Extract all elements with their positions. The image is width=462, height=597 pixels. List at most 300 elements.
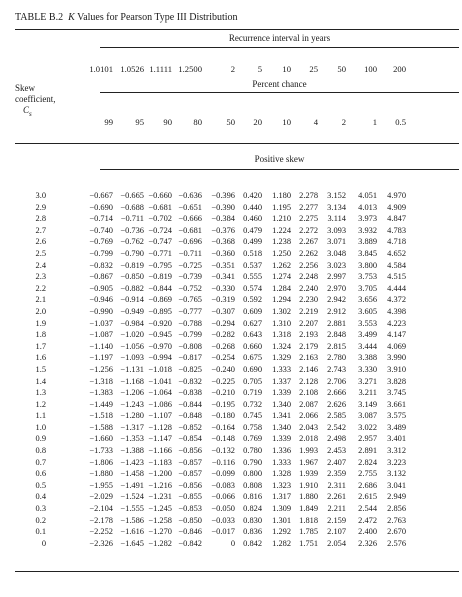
k-value: −0.666 — [178, 214, 202, 224]
k-value: −1.245 — [148, 504, 172, 514]
k-value: 2.207 — [299, 318, 318, 328]
k-value: −0.842 — [178, 538, 202, 548]
skew-value: 0.5 — [35, 480, 46, 490]
table-row — [0, 225, 462, 237]
k-value: 0.660 — [243, 341, 262, 351]
k-value: 0.627 — [243, 318, 262, 328]
k-value: −0.970 — [148, 341, 172, 351]
k-value: 1.210 — [272, 214, 291, 224]
k-value: 3.575 — [387, 411, 406, 421]
percent-chance: 95 — [135, 117, 144, 127]
recurrence-interval: 1.0101 — [89, 64, 113, 74]
k-value: 4.652 — [387, 248, 406, 258]
k-value: −0.920 — [148, 318, 172, 328]
k-value: −0.854 — [178, 434, 202, 444]
k-value: −0.702 — [148, 214, 172, 224]
k-value: −1.056 — [120, 341, 144, 351]
k-value: 0.745 — [243, 411, 262, 421]
k-value: 2.240 — [299, 283, 318, 293]
k-value: 2.262 — [299, 248, 318, 258]
k-value: −0.017 — [211, 527, 235, 537]
k-value: −0.777 — [178, 306, 202, 316]
k-value: 2.666 — [327, 388, 346, 398]
k-value: 2.856 — [387, 504, 406, 514]
k-value: −1.955 — [89, 480, 113, 490]
table-row — [0, 341, 462, 353]
k-value: 3.071 — [327, 237, 346, 247]
k-value: 1.282 — [272, 538, 291, 548]
k-value: 1.329 — [272, 353, 291, 363]
percent-chance: 10 — [282, 117, 291, 127]
k-value: 4.069 — [387, 341, 406, 351]
k-value: −0.368 — [211, 237, 235, 247]
table-row — [0, 387, 462, 399]
k-value: −1.243 — [120, 399, 144, 409]
skew-value: 2.4 — [35, 260, 46, 270]
k-value: 2.472 — [358, 515, 377, 525]
k-value: 0.842 — [243, 538, 262, 548]
table-row — [0, 318, 462, 330]
k-value: 3.499 — [358, 330, 377, 340]
k-value: −0.799 — [89, 248, 113, 258]
k-value: −0.846 — [178, 527, 202, 537]
k-value: −0.225 — [211, 376, 235, 386]
recurrence-header: Recurrence interval in years — [228, 33, 331, 43]
k-value: −1.147 — [148, 434, 172, 444]
k-value: −0.844 — [178, 399, 202, 409]
k-value: −0.148 — [211, 434, 235, 444]
k-value: 1.340 — [272, 399, 291, 409]
k-value: −0.819 — [120, 260, 144, 270]
k-value: 2.261 — [327, 492, 346, 502]
k-value: 3.910 — [387, 364, 406, 374]
k-value: 2.755 — [358, 469, 377, 479]
k-value: 2.107 — [327, 527, 346, 537]
k-value: −0.351 — [211, 260, 235, 270]
percent-chance: 20 — [253, 117, 262, 127]
k-value: 1.910 — [299, 480, 318, 490]
k-value: 2.942 — [327, 295, 346, 305]
k-value: −0.050 — [211, 504, 235, 514]
k-value: 2.043 — [299, 422, 318, 432]
k-value: −0.384 — [211, 214, 235, 224]
k-value: 2.848 — [327, 330, 346, 340]
k-value: 2.626 — [327, 399, 346, 409]
k-value: −1.645 — [120, 538, 144, 548]
k-value: 4.847 — [387, 214, 406, 224]
k-value: 1.324 — [272, 341, 291, 351]
k-value: −1.168 — [120, 376, 144, 386]
k-value: −1.041 — [148, 376, 172, 386]
k-value: 2.219 — [299, 306, 318, 316]
k-value: 1.849 — [299, 504, 318, 514]
k-value: 0.824 — [243, 504, 262, 514]
k-value: 0.592 — [243, 295, 262, 305]
k-value: −0.690 — [89, 202, 113, 212]
k-value: −1.616 — [120, 527, 144, 537]
k-value: 0.719 — [243, 388, 262, 398]
k-value: 4.515 — [387, 272, 406, 282]
skew-value: 0.8 — [35, 446, 46, 456]
table-row — [0, 213, 462, 225]
k-value: 0.574 — [243, 283, 262, 293]
k-value: 2.128 — [299, 376, 318, 386]
k-value: 1.284 — [272, 283, 291, 293]
k-value: −1.107 — [148, 411, 172, 421]
k-value: 0.440 — [243, 202, 262, 212]
k-value: −0.856 — [178, 446, 202, 456]
k-value: −0.855 — [178, 492, 202, 502]
k-value: 2.400 — [358, 527, 377, 537]
table-row — [0, 248, 462, 260]
k-value: 0.758 — [243, 422, 262, 432]
table-row — [0, 190, 462, 202]
k-value: 1.302 — [272, 306, 291, 316]
k-value: 2.881 — [327, 318, 346, 328]
k-value: 3.134 — [327, 202, 346, 212]
k-value: 3.889 — [358, 237, 377, 247]
k-value: −1.200 — [148, 469, 172, 479]
skew-label — [15, 83, 56, 120]
k-value: −0.853 — [178, 504, 202, 514]
percent-underline — [100, 92, 459, 93]
k-value: −0.307 — [211, 306, 235, 316]
table-row — [0, 468, 462, 480]
k-value: −0.817 — [178, 353, 202, 363]
k-value: 0.518 — [243, 248, 262, 258]
k-value: −1.880 — [89, 469, 113, 479]
k-value: −0.681 — [178, 225, 202, 235]
k-value: −0.116 — [211, 457, 235, 467]
k-value: −1.317 — [120, 422, 144, 432]
k-value: 3.388 — [358, 353, 377, 363]
k-value: −0.945 — [148, 330, 172, 340]
k-value: −1.423 — [120, 457, 144, 467]
k-value: 2.018 — [299, 434, 318, 444]
k-value: 0.460 — [243, 214, 262, 224]
k-value: 3.800 — [358, 260, 377, 270]
k-value: −1.093 — [120, 353, 144, 363]
k-value: −0.844 — [148, 283, 172, 293]
table-row — [0, 526, 462, 538]
k-value: −0.240 — [211, 364, 235, 374]
k-value: −0.210 — [211, 388, 235, 398]
skew-label-line3 — [15, 105, 56, 120]
recurrence-interval: 2 — [230, 64, 235, 74]
k-value: 2.163 — [299, 353, 318, 363]
k-value: −2.178 — [89, 515, 113, 525]
skew-value: 0.2 — [35, 515, 46, 525]
k-value: 3.149 — [358, 399, 377, 409]
k-value: −1.037 — [89, 318, 113, 328]
k-value: 2.576 — [387, 538, 406, 548]
k-value: 1.333 — [272, 457, 291, 467]
k-value: −0.651 — [178, 202, 202, 212]
k-value: −0.696 — [178, 237, 202, 247]
k-value: 1.323 — [272, 480, 291, 490]
percent-chance: 2 — [341, 117, 346, 127]
k-value: −0.665 — [120, 191, 144, 200]
k-value: 2.211 — [327, 504, 346, 514]
k-value: 0.537 — [243, 260, 262, 270]
k-value: 1.250 — [272, 248, 291, 258]
k-value: 2.230 — [299, 295, 318, 305]
k-value: 1.333 — [272, 364, 291, 374]
k-value: 1.785 — [299, 527, 318, 537]
k-value: −0.808 — [178, 341, 202, 351]
k-value: −2.029 — [89, 492, 113, 502]
k-value: −0.360 — [211, 248, 235, 258]
bottom-rule — [15, 571, 459, 572]
k-value: −1.806 — [89, 457, 113, 467]
k-value: 2.544 — [358, 504, 377, 514]
percent-chance: 80 — [193, 117, 202, 127]
k-value: −0.765 — [178, 295, 202, 305]
k-value: −0.790 — [120, 248, 144, 258]
k-value: 0.732 — [243, 399, 262, 409]
k-value: −1.087 — [89, 330, 113, 340]
k-value: 3.271 — [358, 376, 377, 386]
k-value: −1.491 — [120, 480, 144, 490]
k-value: 1.238 — [272, 237, 291, 247]
k-value: −0.857 — [178, 457, 202, 467]
table-row — [0, 294, 462, 306]
percent-chance: 4 — [313, 117, 318, 127]
k-value: 1.337 — [272, 376, 291, 386]
table-row — [0, 410, 462, 422]
k-value: −0.711 — [178, 248, 202, 258]
k-value: 4.223 — [387, 318, 406, 328]
k-value: 0.420 — [243, 191, 262, 200]
k-value: −0.856 — [178, 480, 202, 490]
table-row — [0, 283, 462, 295]
skew-value: 1.2 — [35, 399, 46, 409]
k-value: 3.753 — [358, 272, 377, 282]
k-value: −0.769 — [89, 237, 113, 247]
k-value: 1.317 — [272, 492, 291, 502]
skew-value: 2.9 — [35, 202, 46, 212]
skew-value: 2.8 — [35, 214, 46, 224]
k-value: −0.838 — [178, 388, 202, 398]
k-value: −1.555 — [120, 504, 144, 514]
skew-label-line1: Skew — [15, 83, 35, 93]
k-value: 2.146 — [299, 364, 318, 374]
k-value: 2.159 — [327, 515, 346, 525]
k-value: 3.048 — [327, 248, 346, 258]
k-value: −0.132 — [211, 446, 235, 456]
k-value: −0.867 — [89, 272, 113, 282]
k-value: −0.376 — [211, 225, 235, 235]
k-value: −1.449 — [89, 399, 113, 409]
k-value: 1.339 — [272, 434, 291, 444]
k-value: 0.769 — [243, 434, 262, 444]
skew-value: 2.3 — [35, 272, 46, 282]
k-value: 1.967 — [299, 457, 318, 467]
table-row — [0, 538, 462, 550]
k-value: 3.087 — [358, 411, 377, 421]
k-value: 2.615 — [358, 492, 377, 502]
k-value: 3.114 — [327, 214, 346, 224]
table-row — [0, 202, 462, 214]
k-value: 0.555 — [243, 272, 262, 282]
k-value: −0.914 — [120, 295, 144, 305]
k-value: 3.973 — [358, 214, 377, 224]
k-value: 0.643 — [243, 330, 262, 340]
table-title-var: K — [68, 12, 75, 23]
percent-header: Percent chance — [252, 79, 307, 89]
table-row — [0, 503, 462, 515]
k-value: −0.636 — [178, 191, 202, 200]
recurrence-interval: 1.2500 — [178, 64, 202, 74]
recurrence-interval: 10 — [282, 64, 291, 74]
k-value: −0.319 — [211, 295, 235, 305]
k-value: 2.970 — [327, 283, 346, 293]
percent-chance: 90 — [163, 117, 172, 127]
k-value: 1.274 — [272, 272, 291, 282]
table-row — [0, 260, 462, 272]
recurrence-interval: 200 — [393, 64, 406, 74]
k-value: 2.815 — [327, 341, 346, 351]
k-value: 3.605 — [358, 306, 377, 316]
k-value: −1.216 — [148, 480, 172, 490]
k-value: −0.832 — [89, 260, 113, 270]
k-value: 0.808 — [243, 480, 262, 490]
table-row — [0, 480, 462, 492]
k-value: −0.681 — [148, 202, 172, 212]
table-row — [0, 445, 462, 457]
k-value: 4.398 — [387, 306, 406, 316]
k-value: −1.660 — [89, 434, 113, 444]
k-value: −0.724 — [148, 225, 172, 235]
k-value: 3.828 — [387, 376, 406, 386]
skew-symbol-sub: s — [29, 109, 32, 118]
k-value: 4.970 — [387, 191, 406, 200]
table-caption — [15, 12, 238, 23]
k-value: 3.022 — [358, 422, 377, 432]
k-value: −0.660 — [148, 191, 172, 200]
k-value: 0.816 — [243, 492, 262, 502]
k-value: −1.140 — [89, 341, 113, 351]
k-value: 0.790 — [243, 457, 262, 467]
k-value: −0.688 — [120, 202, 144, 212]
skew-value: 1.3 — [35, 388, 46, 398]
k-value: 1.292 — [272, 527, 291, 537]
table-row — [0, 271, 462, 283]
table-row — [0, 306, 462, 318]
k-value: −1.256 — [89, 364, 113, 374]
table-row — [0, 422, 462, 434]
recurrence-interval: 25 — [309, 64, 318, 74]
k-value: 2.267 — [299, 237, 318, 247]
k-value: −0.990 — [89, 306, 113, 316]
k-value: 1.301 — [272, 515, 291, 525]
skew-value: 1.8 — [35, 330, 46, 340]
k-value: −0.180 — [211, 411, 235, 421]
k-value: 1.310 — [272, 318, 291, 328]
table-row — [0, 515, 462, 527]
k-value: 4.051 — [358, 191, 377, 200]
k-value: −0.895 — [148, 306, 172, 316]
k-value: 2.542 — [327, 422, 346, 432]
k-value: −1.282 — [148, 538, 172, 548]
skew-value: 1.9 — [35, 318, 46, 328]
table-row — [0, 491, 462, 503]
k-value: −0.164 — [211, 422, 235, 432]
skew-value: 3.0 — [35, 191, 46, 200]
skew-value: 0.6 — [35, 469, 46, 479]
table-row — [0, 329, 462, 341]
skew-value: 2.2 — [35, 283, 46, 293]
skew-value: 1.4 — [35, 376, 46, 386]
skew-value: 0.3 — [35, 504, 46, 514]
k-value: −1.270 — [148, 527, 172, 537]
skew-value: 0.7 — [35, 457, 46, 467]
k-value: −0.869 — [148, 295, 172, 305]
k-value: 3.223 — [387, 457, 406, 467]
skew-value: 2.0 — [35, 306, 46, 316]
k-value: −1.280 — [120, 411, 144, 421]
k-value: 3.932 — [358, 225, 377, 235]
k-value: −1.518 — [89, 411, 113, 421]
skew-value: 2.1 — [35, 295, 46, 305]
k-value: −0.825 — [178, 364, 202, 374]
k-value: 2.275 — [299, 214, 318, 224]
skew-value: 1.1 — [35, 411, 46, 421]
k-value: 1.328 — [272, 469, 291, 479]
skew-value: 0 — [41, 538, 46, 548]
k-value: 2.997 — [327, 272, 346, 282]
k-value: −0.848 — [178, 411, 202, 421]
k-value: −0.268 — [211, 341, 235, 351]
table-row — [0, 433, 462, 445]
k-value: 2.763 — [387, 515, 406, 525]
skew-value: 1.6 — [35, 353, 46, 363]
k-value: 2.498 — [327, 434, 346, 444]
k-value: 2.108 — [299, 388, 318, 398]
k-value: 3.990 — [387, 353, 406, 363]
k-value: 1.318 — [272, 330, 291, 340]
recurrence-interval: 1.1111 — [149, 64, 172, 74]
k-value: 3.312 — [387, 446, 406, 456]
k-value: −1.018 — [148, 364, 172, 374]
k-value: 4.147 — [387, 330, 406, 340]
k-value: 1.339 — [272, 388, 291, 398]
k-value: −1.733 — [89, 446, 113, 456]
k-value: 1.939 — [299, 469, 318, 479]
k-value: −0.714 — [89, 214, 113, 224]
recurrence-interval: 50 — [337, 64, 346, 74]
k-value: 2.949 — [387, 492, 406, 502]
k-value: −1.588 — [89, 422, 113, 432]
k-value: −0.949 — [120, 306, 144, 316]
k-value: 2.277 — [299, 202, 318, 212]
k-value: 0.499 — [243, 237, 262, 247]
k-value: 2.453 — [327, 446, 346, 456]
k-value: −1.524 — [120, 492, 144, 502]
k-value: 0.675 — [243, 353, 262, 363]
k-value: 2.670 — [387, 527, 406, 537]
k-value: 2.278 — [299, 191, 318, 200]
k-value: −0.788 — [178, 318, 202, 328]
k-value: 3.553 — [358, 318, 377, 328]
skew-value: 2.7 — [35, 225, 46, 235]
k-value: 2.311 — [327, 480, 346, 490]
k-value: −1.458 — [120, 469, 144, 479]
k-value: 0.836 — [243, 527, 262, 537]
k-value: −1.131 — [120, 364, 144, 374]
skew-value: 1.5 — [35, 364, 46, 374]
k-value: 2.359 — [327, 469, 346, 479]
